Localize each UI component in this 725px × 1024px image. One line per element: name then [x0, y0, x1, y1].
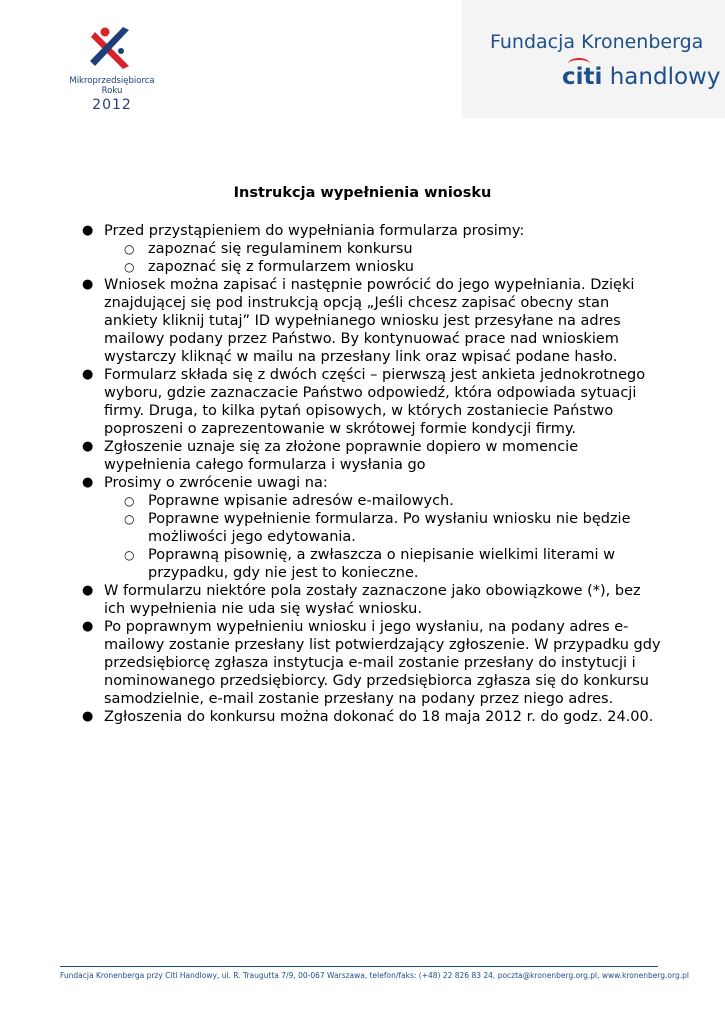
- citi-brand: citi: [562, 64, 602, 90]
- circle-bullet-icon: ○: [124, 242, 135, 256]
- foundation-name: Fundacja Kronenberga: [490, 31, 704, 53]
- bullet-icon: ●: [82, 223, 94, 238]
- circle-bullet-icon: ○: [124, 512, 135, 526]
- list-item: ● W formularzu niektóre pola zostały zaznaczone jako obowiązkowe (*), bez ich wypełnienia nie uda się wysłać wniosku.: [82, 583, 641, 617]
- bullet-icon: ●: [82, 367, 94, 382]
- footer-divider: [60, 966, 658, 967]
- circle-bullet-icon: ○: [124, 548, 135, 562]
- list-item: ● Po poprawnym wypełnieniu wniosku i jego wysłaniu, na podany adres e-mailowy zostanie przesłany list potwierdzający zgłoszenie. W przypadku gdy przedsiębiorcę zgłasza instytucja e-mail zostanie przesłany do instytucji i nominowanego przedsiębiorcy. Gdy przedsiębiorca zgłasza się do konkursu samodzielnie, e-mail zostanie przesłany na podany przez niego adres.: [82, 619, 661, 707]
- document-title: Instrukcja wypełnienia wniosku: [233, 185, 492, 201]
- citi-handlowy-wordmark: [562, 64, 720, 90]
- list-item: ● Formularz składa się z dwóch części – pierwszą jest ankieta jednokrotnego wyboru, gdzie zaznaczacie Państwo odpowiedź, która odpowiada sytuacji firmy. Druga, to kilka pytań opisowych, w których zostaniecie Państwo poproszeni o zaprezentowanie w skrótowej formie kondycji firmy.: [82, 367, 646, 437]
- list-item: ● Zgłoszenie uznaje się za złożone poprawnie dopiero w momencie wypełnienia całego formularza i wysłania go: [82, 439, 579, 473]
- fundacja-kronenberga-logo: [462, 0, 725, 118]
- figure-logo-icon: [89, 26, 135, 70]
- logo-line-3: 2012: [92, 97, 132, 113]
- sub-list-item: ○ Poprawną pisownię, a zwłaszcza o niepisanie wielkimi literami w przypadku, gdy nie jest to konieczne.: [124, 547, 615, 581]
- circle-bullet-icon: ○: [124, 260, 135, 274]
- logo-line-1: Mikroprzedsiębiorca: [69, 76, 155, 86]
- list-item: ● Wniosek można zapisać i następnie powrócić do jego wypełniania. Dzięki znajdującej się pod instrukcją opcją „Jeśli chcesz zapisać obecny stan ankiety kliknij tutaj” ID wypełnianego wniosku jest przesyłane na adres mailowy podany przez Państwo. By kontynuować prace nad wnioskiem wystarczy kliknąć w mailu na przesłany link oraz wpisać podane hasło.: [82, 277, 635, 365]
- list-item: ● Zgłoszenia do konkursu można dokonać do 18 maja 2012 r. do godz. 24.00.: [82, 709, 654, 725]
- bullet-icon: ●: [82, 619, 94, 634]
- mikroprzedsiebiorca-logo: [62, 26, 162, 113]
- list-item: ● Przed przystąpieniem do wypełniania formularza prosimy:: [82, 223, 525, 239]
- brand-suffix: handlowy: [609, 64, 721, 90]
- bullet-icon: ●: [82, 709, 94, 724]
- bullet-icon: ●: [82, 475, 94, 490]
- footer-contact: Fundacja Kronenberga przy Citi Handlowy, ul. R. Traugutta 7/9, 00-067 Warszawa, telefon/faks: (+48) 22 826 83 24, poczta@kronenberg.org.pl, www.kronenberg.org.pl: [60, 971, 689, 980]
- sub-list-item: ○ Poprawne wpisanie adresów e-mailowych.: [124, 493, 454, 509]
- instructions-list: [82, 222, 662, 726]
- circle-bullet-icon: ○: [124, 494, 135, 508]
- citi-arc-icon: [568, 58, 590, 70]
- list-item: ● Prosimy o zwrócenie uwagi na:: [82, 475, 328, 491]
- sub-list-item: ○ zapoznać się regulaminem konkursu: [124, 241, 413, 257]
- logo-line-2: Roku: [101, 86, 123, 96]
- sub-list-item: ○ Poprawne wypełnienie formularza. Po wysłaniu wniosku nie będzie możliwości jego edytowania.: [124, 511, 631, 545]
- bullet-icon: ●: [82, 583, 94, 598]
- sub-list-item: ○ zapoznać się z formularzem wniosku: [124, 259, 414, 275]
- bullet-icon: ●: [82, 277, 94, 292]
- bullet-icon: ●: [82, 439, 94, 454]
